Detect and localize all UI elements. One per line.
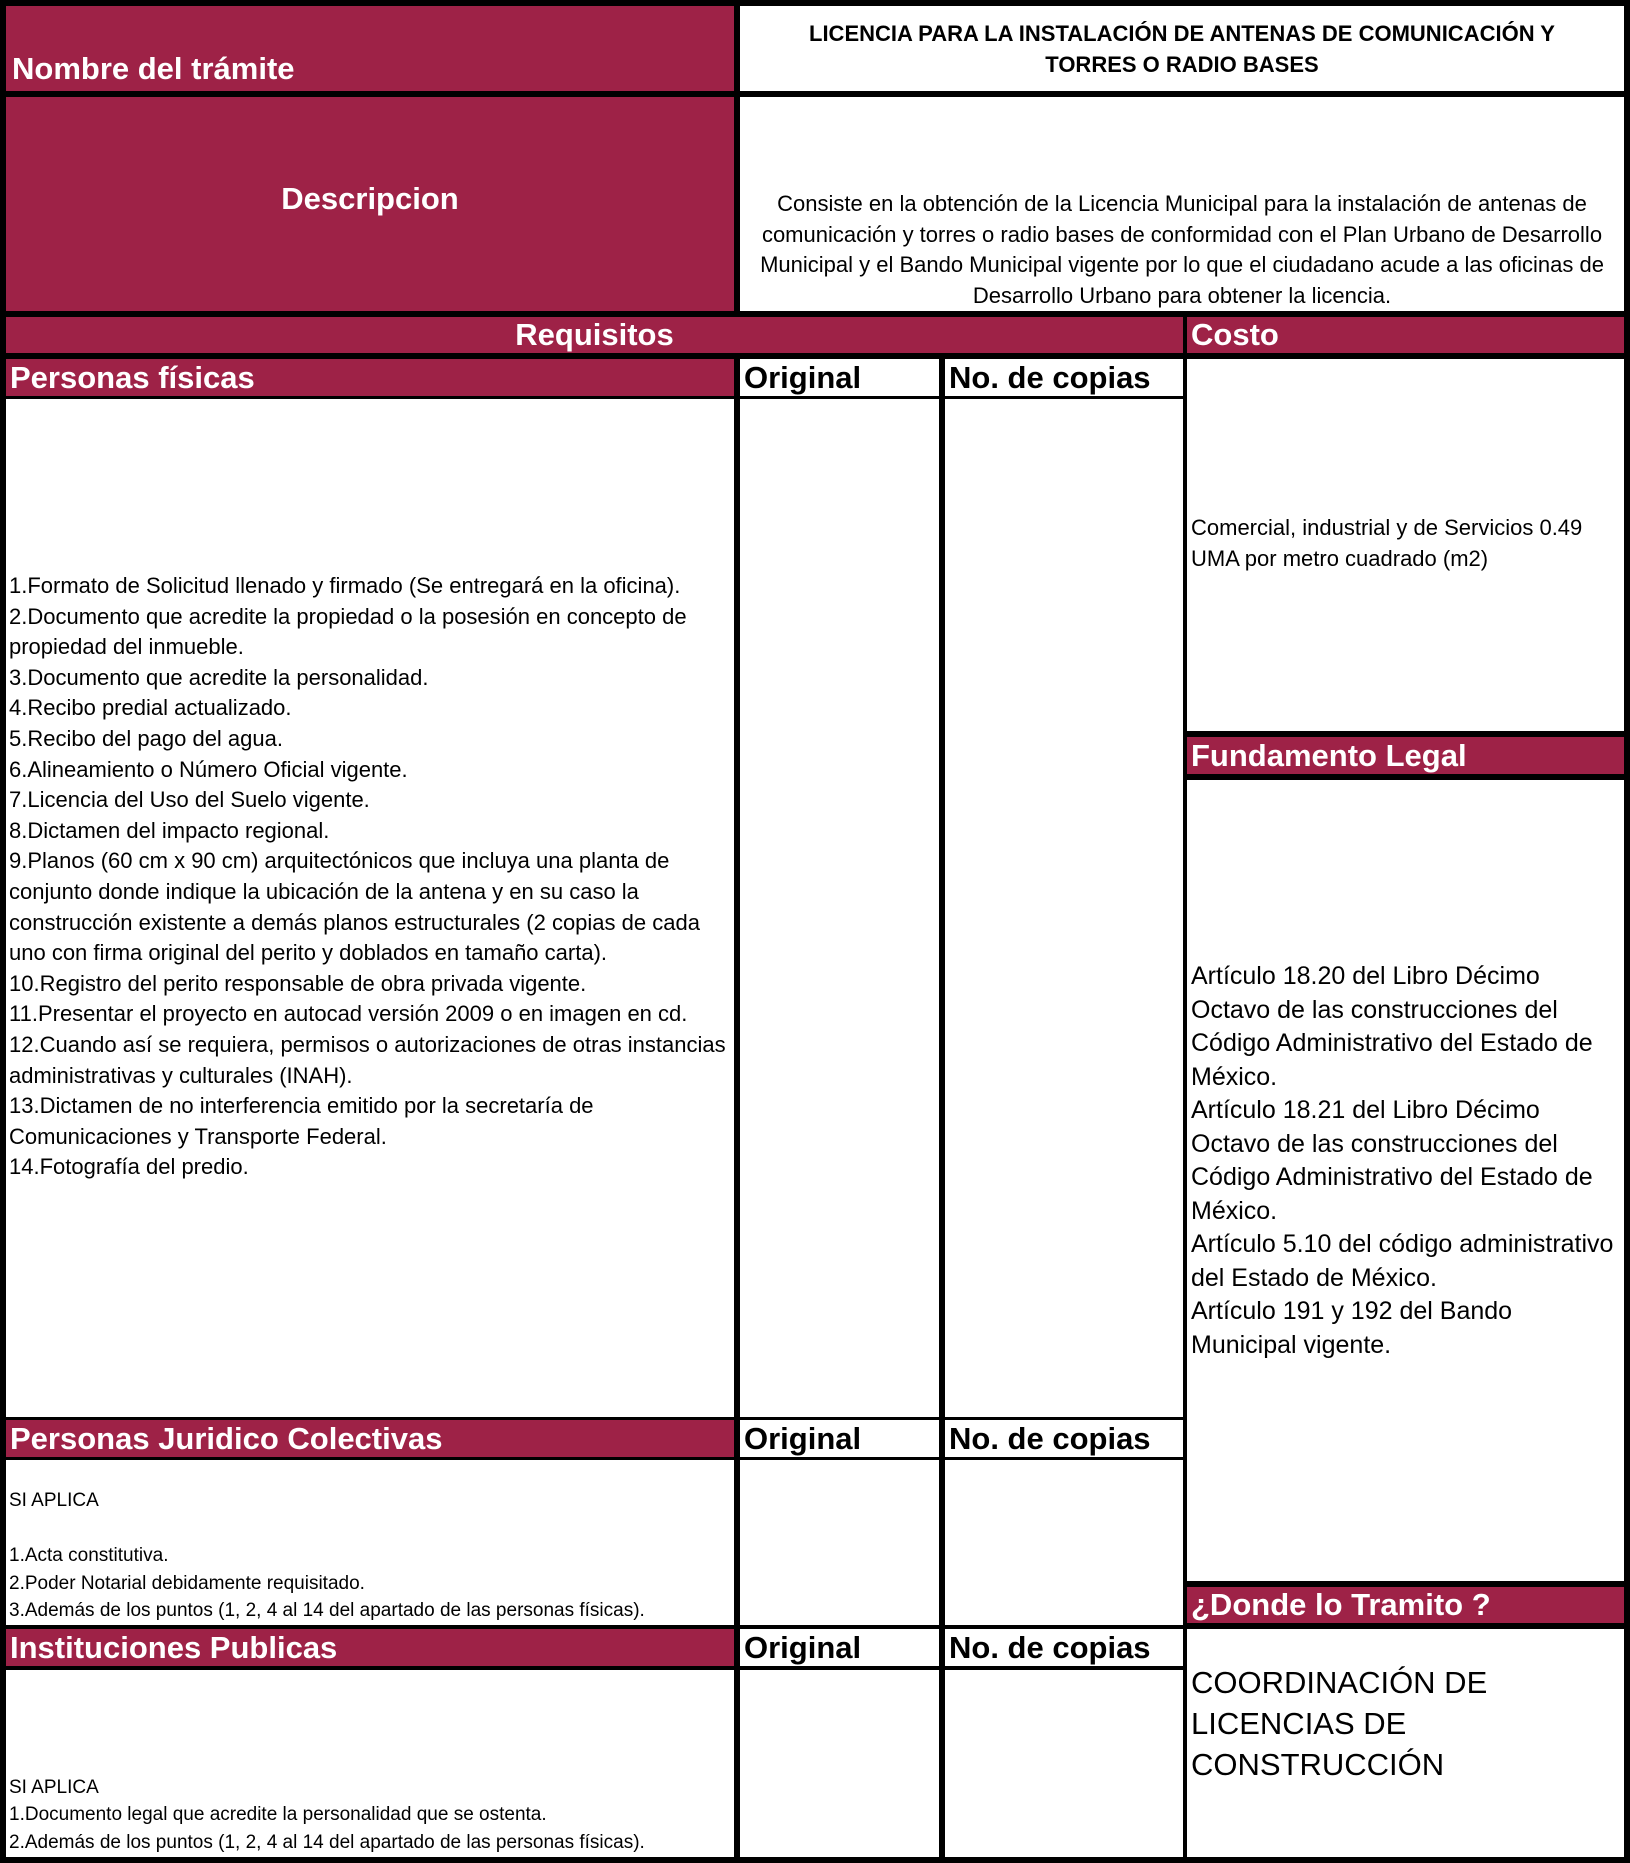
- nombre-label-cell: [6, 6, 734, 91]
- donde-header: [1187, 1587, 1624, 1623]
- copias-header-pj: [945, 1420, 1183, 1457]
- personas-fisicas-header: [6, 359, 734, 396]
- original-label-pj: Original: [744, 1421, 862, 1456]
- original-header-pf: [740, 359, 939, 396]
- descripcion-value-cell: [740, 97, 1624, 311]
- instituciones-header: [6, 1629, 734, 1666]
- personas-juridicas-items-cell: [6, 1460, 734, 1625]
- copias-cell-ip: [945, 1670, 1183, 1857]
- costo-title: Costo: [1191, 317, 1279, 352]
- personas-fisicas-items: 1.Formato de Solicitud llenado y firmado (Se entregará en la oficina). 2.Documento que acredite la propiedad o la posesión en concepto de propiedad del inmueble. 3.Documento que acredite la personalidad. 4.Recibo predial actualizado. 5.Recibo del pago del agua. 6.Alineamiento o Número Oficial vigente. 7.Licencia del Uso del Suelo vigente. 8.Dictamen del impacto regional. 9.Planos (60 cm x 90 cm) arquitectónicos que incluya una planta de conjunto donde indique la ubicación de la antena y en su caso la construcción existente a demás planos estructurales (2 copias de cada uno con firma original del perito y doblados en tamaño carta). 10.Registro del perito responsable de obra privada vigente. 11.Presentar el proyecto en autocad versión 2009 o en imagen en cd. 12.Cuando así se requiera, permisos o autorizaciones de otras instancias administrativas y culturales (INAH). 13.Dictamen de no interferencia emitido por la secretaría de Comunicaciones y Transporte Federal. 14.Fotografía del predio.: [9, 573, 726, 1180]
- personas-juridicas-items: SI APLICA 1.Acta constitutiva. 2.Poder Notarial debidamente requisitado. 3.Además de los puntos (1, 2, 4 al 14 del apartado de las personas físicas).: [9, 1490, 645, 1621]
- copias-label-pf: No. de copias: [949, 360, 1151, 395]
- requisitos-label: Requisitos: [515, 317, 674, 352]
- fundamento-title: Fundamento Legal: [1191, 738, 1467, 773]
- costo-header: [1187, 317, 1624, 353]
- donde-cell: [1187, 1629, 1624, 1857]
- fundamento-value: Artículo 18.20 del Libro Décimo Octavo de las construcciones del Código Administrativo del Estado de México. Artículo 18.21 del Libro Décimo Octavo de las construcciones del Código Administrativo del Estado de México. Artículo 5.10 del código administrativo del Estado de México. Artículo 191 y 192 del Bando Municipal vigente.: [1191, 962, 1614, 1359]
- descripcion-label: Descripcion: [281, 181, 459, 216]
- instituciones-title: Instituciones Publicas: [10, 1630, 338, 1665]
- original-label-ip: Original: [744, 1630, 862, 1665]
- original-label-pf: Original: [744, 360, 862, 395]
- instituciones-items: SI APLICA 1.Documento legal que acredite la personalidad que se ostenta. 2.Además de los puntos (1, 2, 4 al 14 del apartado de las personas físicas).: [9, 1776, 645, 1853]
- copias-cell-pf: [945, 399, 1183, 1417]
- donde-value: COORDINACIÓN DE LICENCIAS DE CONSTRUCCIÓN: [1191, 1665, 1488, 1782]
- personas-fisicas-title: Personas físicas: [10, 360, 255, 395]
- descripcion-label-cell: [6, 97, 734, 311]
- copias-header-pf: [945, 359, 1183, 396]
- costo-cell: [1187, 359, 1624, 731]
- copias-header-ip: [945, 1629, 1183, 1666]
- nombre-label: Nombre del trámite: [12, 51, 295, 86]
- personas-juridicas-title: Personas Juridico Colectivas: [10, 1421, 443, 1456]
- nombre-value-cell: [740, 6, 1624, 91]
- original-cell-pf: [740, 399, 939, 1417]
- copias-cell-pj: [945, 1460, 1183, 1625]
- instituciones-items-cell: [6, 1670, 734, 1857]
- descripcion-text: Consiste en la obtención de la Licencia Municipal para la instalación de antenas de comunicación y torres o radio bases de conformidad con el Plan Urbano de Desarrollo Municipal y el Bando Municipal vigente por lo que el ciudadano acude a las oficinas de Desarrollo Urbano para obtener la licencia.: [760, 191, 1604, 308]
- personas-juridicas-header: [6, 1420, 734, 1457]
- original-cell-ip: [740, 1670, 939, 1857]
- original-header-ip: [740, 1629, 939, 1666]
- requisitos-header: [6, 317, 1183, 353]
- original-header-pj: [740, 1420, 939, 1457]
- costo-value: Comercial, industrial y de Servicios 0.49 UMA por metro cuadrado (m2): [1191, 515, 1583, 571]
- fundamento-cell: [1187, 780, 1624, 1581]
- copias-label-ip: No. de copias: [949, 1630, 1151, 1665]
- original-cell-pj: [740, 1460, 939, 1625]
- fundamento-header: [1187, 737, 1624, 774]
- copias-label-pj: No. de copias: [949, 1421, 1151, 1456]
- personas-fisicas-items-cell: [6, 399, 734, 1417]
- donde-title: ¿Donde lo Tramito ?: [1191, 1587, 1491, 1622]
- tramite-title: LICENCIA PARA LA INSTALACIÓN DE ANTENAS DE COMUNICACIÓN Y TORRES O RADIO BASES: [809, 20, 1555, 77]
